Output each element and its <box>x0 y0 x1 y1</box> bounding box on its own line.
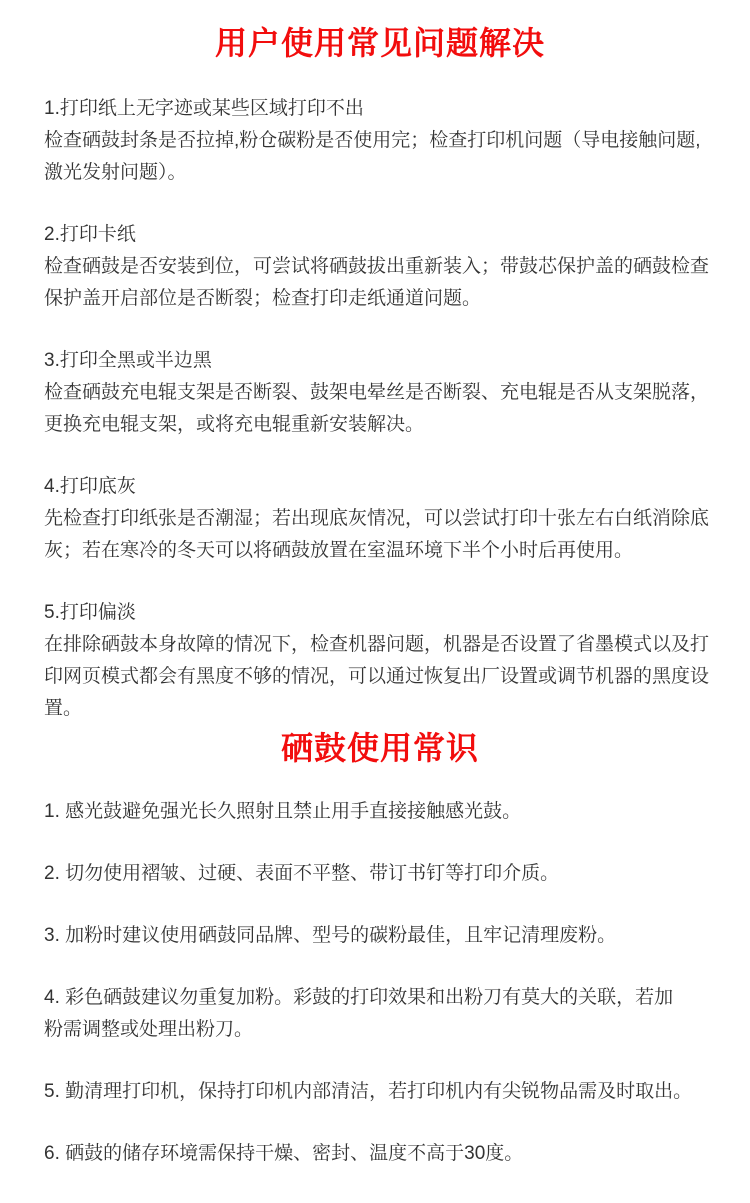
tip-item-2: 2. 切勿使用褶皱、过硬、表面不平整、带订书钉等打印介质。 <box>44 863 560 884</box>
faq-item-3: 3.打印全黑或半边黑 检查硒鼓充电辊支架是否断裂、鼓架电晕丝是否断裂、充电辊是否从支架脱落， 更换充电辊支架，或将充电辊重新安装解决。 <box>44 350 710 435</box>
tip-item-4: 4. 彩色硒鼓建议勿重复加粉。彩鼓的打印效果和出粉刀有莫大的关联，若加 粉需调整或处理出粉刀。 <box>44 987 674 1040</box>
faq-section <box>44 93 716 725</box>
section2-title: 硒鼓使用常识 <box>280 730 479 766</box>
tip-item-3: 3. 加粉时建议使用硒鼓同品牌、型号的碳粉最佳，且牢记清理废粉。 <box>44 925 617 946</box>
faq-item-5: 5.打印偏淡 在排除硒鼓本身故障的情况下，检查机器问题，机器是否设置了省墨模式以及打 印网页模式都会有黑度不够的情况，可以通过恢复出厂设置或调节机器的黑度设 置。 <box>44 602 710 719</box>
tip-item-1: 1. 感光鼓避免强光长久照射且禁止用手直接接触感光鼓。 <box>44 801 522 822</box>
faq-item-2: 2.打印卡纸 检查硒鼓是否安装到位，可尝试将硒鼓拔出重新装入；带鼓芯保护盖的硒鼓检查 保护盖开启部位是否断裂；检查打印走纸通道问题。 <box>44 224 710 309</box>
faq-item-1: 1.打印纸上无字迹或某些区域打印不出 检查硒鼓封条是否拉掉,粉仓碳粉是否使用完；检查打印机问题（导电接触问题, 激光发射问题）。 <box>44 98 701 183</box>
section1-title: 用户使用常见问题解决 <box>214 25 545 61</box>
faq-item-4: 4.打印底灰 先检查打印纸张是否潮湿；若出现底灰情况，可以尝试打印十张左右白纸消除底 灰；若在寒冷的冬天可以将硒鼓放置在室温环境下半个小时后再使用。 <box>44 476 710 561</box>
tips-section <box>44 796 716 1170</box>
tip-item-6: 6. 硒鼓的储存环境需保持干燥、密封、温度不高于30度。 <box>44 1143 524 1164</box>
tip-item-5: 5. 勤清理打印机，保持打印机内部清洁，若打印机内有尖锐物品需及时取出。 <box>44 1081 693 1102</box>
